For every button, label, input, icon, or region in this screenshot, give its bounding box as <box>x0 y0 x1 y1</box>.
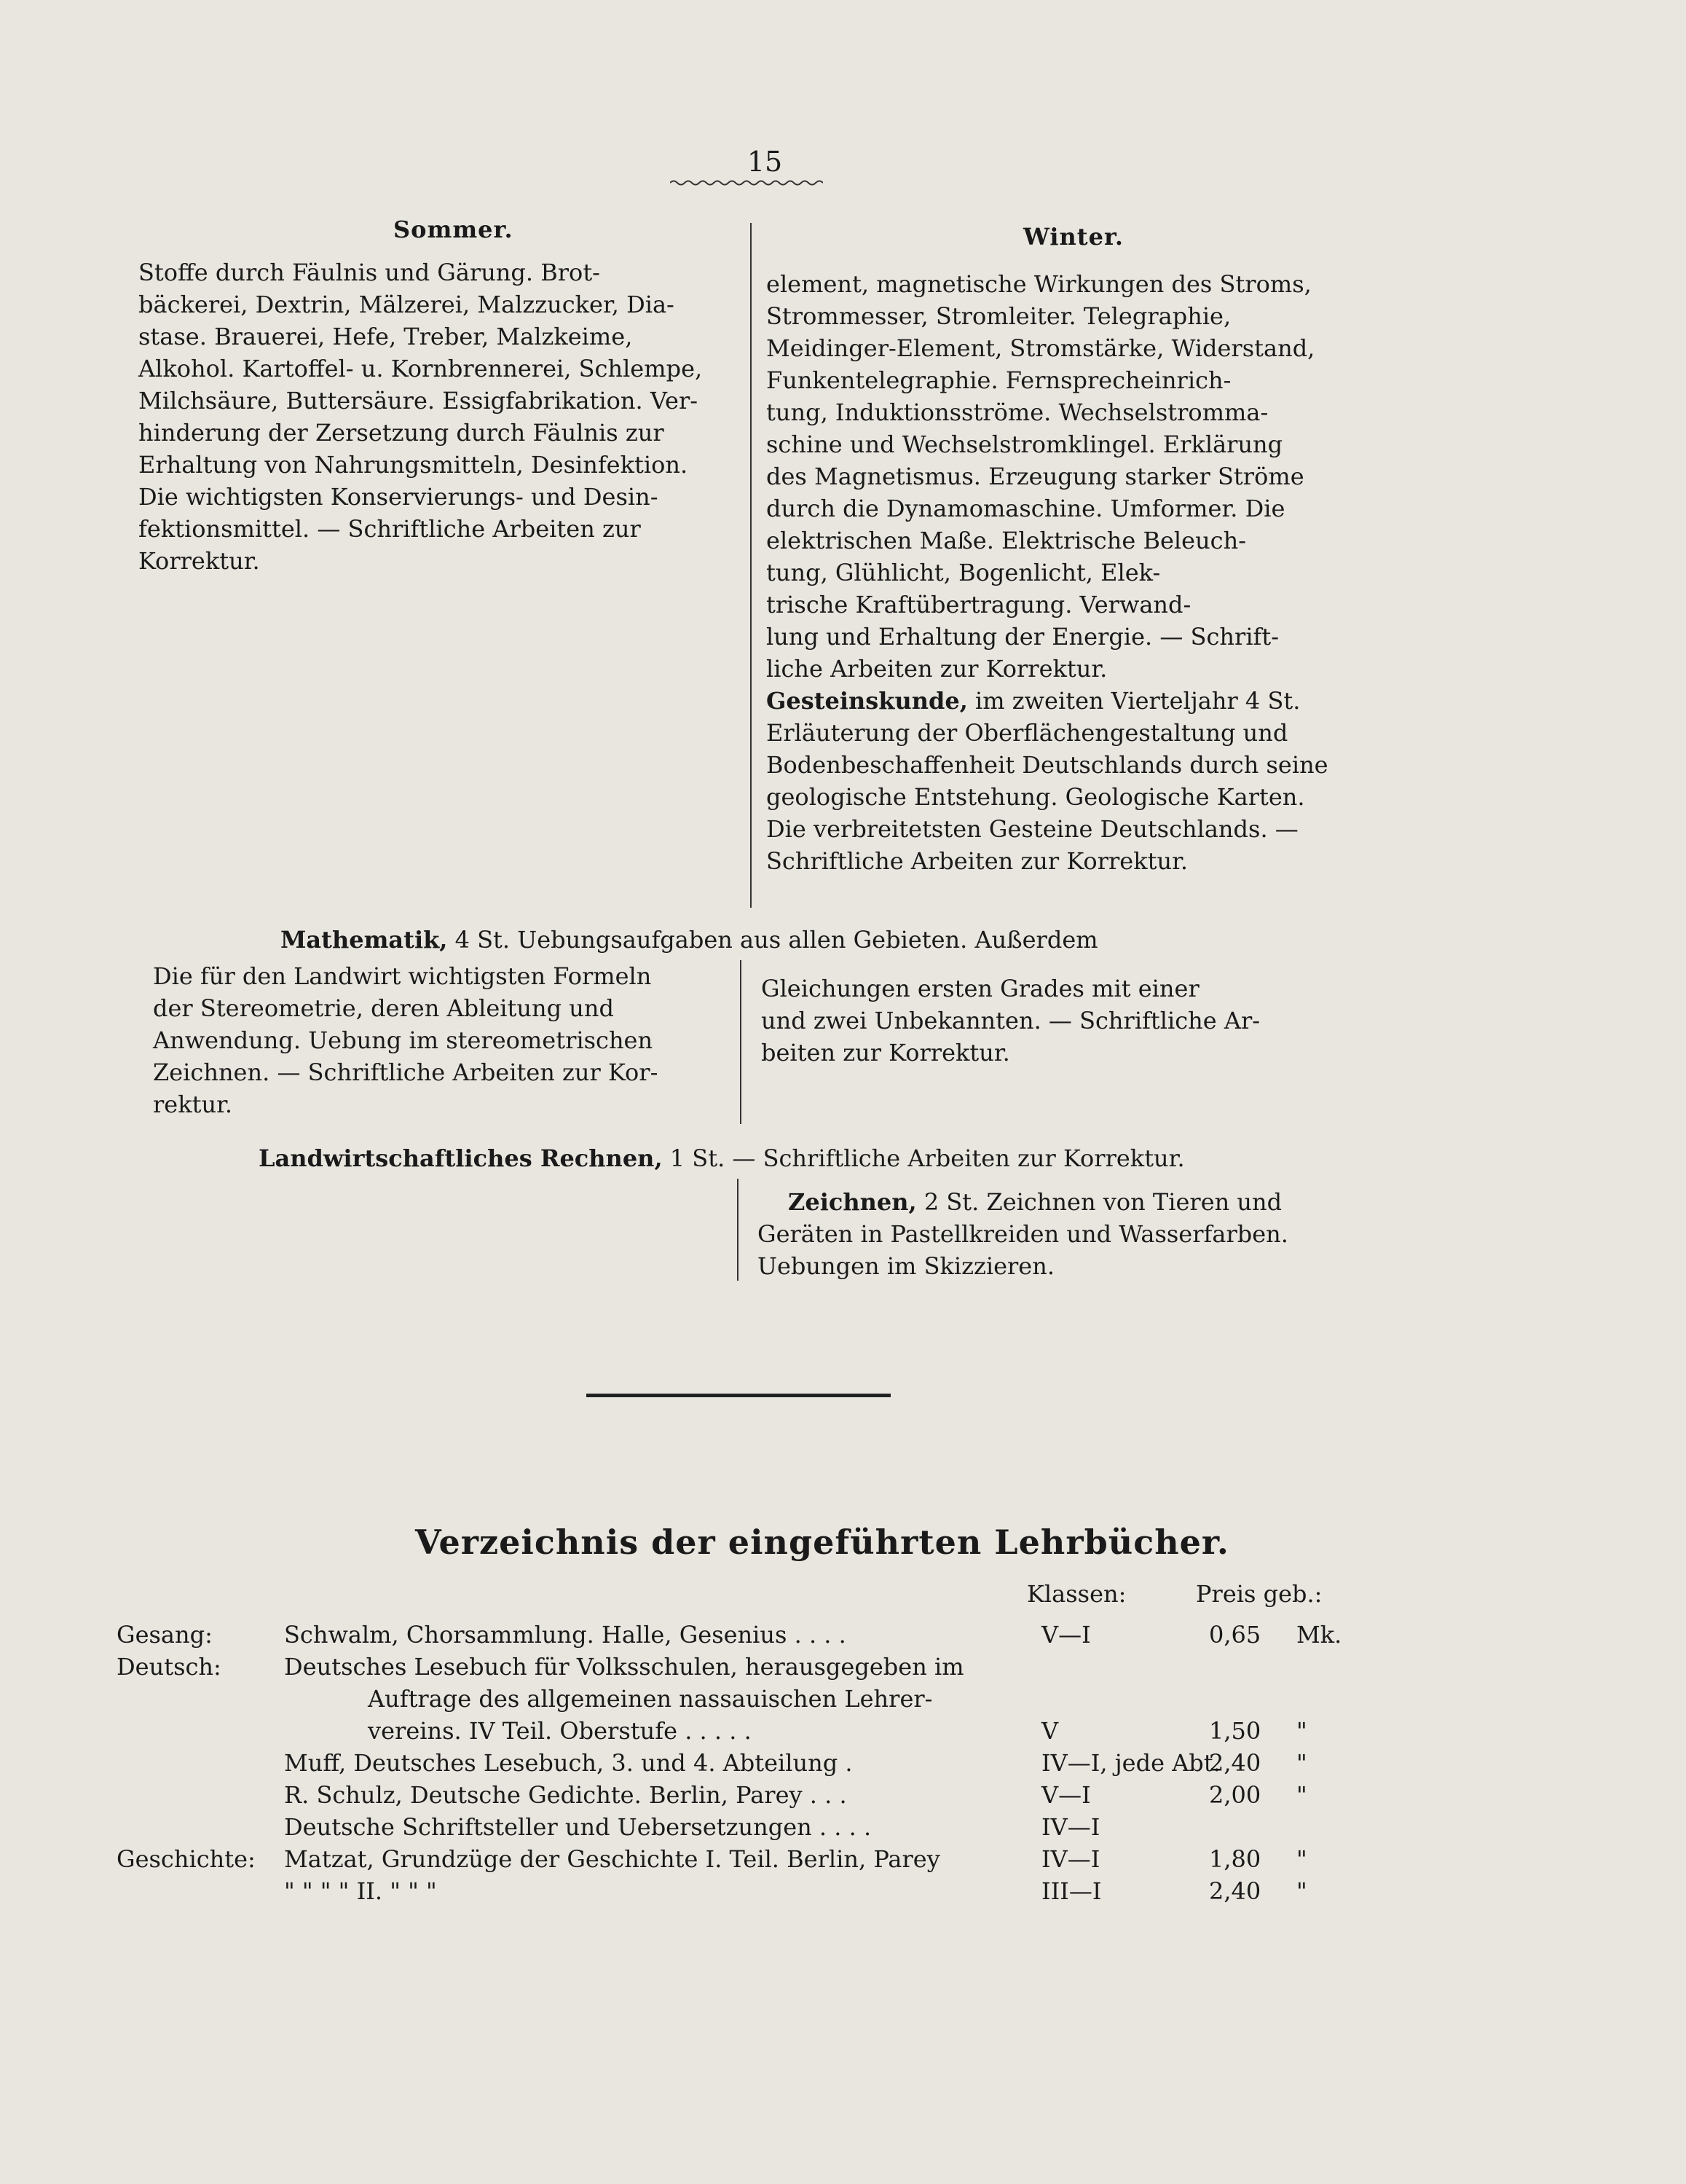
column-divider-math <box>740 960 741 1124</box>
text-line: und zwei Unbekannten. — Schriftliche Ar- <box>761 1007 1261 1034</box>
text-line: tung, Glühlicht, Bogenlicht, Elek- <box>766 559 1161 586</box>
text-line: trische Kraftübertragung. Verwand- <box>766 591 1191 618</box>
book-subject: Deutsch: <box>117 1653 221 1681</box>
book-row <box>0 1747 1686 1779</box>
text-line: fektionsmittel. — Schriftliche Arbeiten zur <box>138 515 641 543</box>
books-title: Verzeichnis der eingeführten Lehrbücher. <box>415 1523 1229 1562</box>
book-title: R. Schulz, Deutsche Gedichte. Berlin, Parey . . . <box>284 1781 847 1809</box>
book-title: " " " " II. " " " <box>284 1877 437 1905</box>
text-line: hinderung der Zersetzung durch Fäulnis zur <box>138 419 664 447</box>
book-row <box>0 1651 1686 1683</box>
book-klassen: IV—I <box>1041 1813 1100 1841</box>
gesteinskunde-heading: Gesteinskunde, <box>766 687 968 715</box>
text-line: element, magnetische Wirkungen des Stroms, <box>766 270 1312 298</box>
summer-text <box>138 256 728 577</box>
gesteinskunde-first-line <box>766 685 1363 717</box>
book-row <box>0 1779 1686 1811</box>
section-divider <box>586 1394 891 1397</box>
book-row <box>0 1683 1686 1715</box>
mathematik-heading: Mathematik, <box>280 926 448 954</box>
text-line: lung und Erhaltung der Energie. — Schrift- <box>766 623 1280 651</box>
book-row <box>0 1715 1686 1747</box>
book-title: Muff, Deutsches Lesebuch, 3. und 4. Abteilung . <box>284 1749 853 1777</box>
text-line: der Stereometrie, deren Ableitung und <box>153 994 614 1022</box>
page-number-ornament <box>670 178 823 188</box>
book-klassen: IV—I, jede Abt. <box>1041 1749 1221 1777</box>
text-line: Erhaltung von Nahrungsmitteln, Desinfektion. <box>138 451 688 479</box>
book-row <box>0 1875 1686 1907</box>
text-fragment: im zweiten Vierteljahr 4 St. <box>967 687 1301 715</box>
mathematik-line <box>280 924 1098 956</box>
book-preis: 2,40 <box>1209 1877 1261 1905</box>
book-title: Matzat, Grundzüge der Geschichte I. Teil. Berlin, Parey <box>284 1845 940 1873</box>
mathematik-left <box>153 960 728 1120</box>
book-title: Auftrage des allgemeinen nassauischen Lehrer- <box>368 1685 933 1713</box>
rechnen-line <box>259 1142 1185 1174</box>
book-subject: Geschichte: <box>117 1845 256 1873</box>
book-klassen: V <box>1041 1717 1059 1745</box>
text-line: Strommesser, Stromleiter. Telegraphie, <box>766 302 1232 330</box>
book-unit: " <box>1296 1717 1307 1745</box>
book-preis: 1,50 <box>1209 1717 1261 1745</box>
text-line: schine und Wechselstromklingel. Erklärung <box>766 431 1283 458</box>
column-divider-top <box>750 223 752 908</box>
book-unit: " <box>1296 1877 1307 1905</box>
text-line: Die verbreitetsten Gesteine Deutschlands. — <box>766 815 1299 843</box>
text-line: Zeichnen. — Schriftliche Arbeiten zur Kor- <box>153 1058 658 1086</box>
text-line: Geräten in Pastellkreiden und Wasserfarben. <box>757 1220 1288 1248</box>
text-line: durch die Dynamomaschine. Umformer. Die <box>766 495 1285 522</box>
book-klassen: IV—I <box>1041 1845 1100 1873</box>
book-title: Deutsche Schriftsteller und Uebersetzungen . . . . <box>284 1813 872 1841</box>
klassen-header: Klassen: <box>1027 1580 1127 1608</box>
book-unit: " <box>1296 1781 1307 1809</box>
text-line: Die für den Landwirt wichtigsten Formeln <box>153 962 652 990</box>
text-line: Funkentelegraphie. Fernsprecheinrich- <box>766 366 1232 394</box>
page-number: 15 <box>747 146 783 178</box>
book-klassen: III—I <box>1041 1877 1102 1905</box>
book-title: vereins. IV Teil. Oberstufe . . . . . <box>368 1717 752 1745</box>
text-line: Alkohol. Kartoffel- u. Kornbrennerei, Schlempe, <box>138 355 703 382</box>
book-subject: Gesang: <box>117 1621 213 1649</box>
column-divider-zeichnen <box>737 1179 738 1281</box>
zeichnen-block <box>757 1186 1369 1282</box>
rechnen-heading: Landwirtschaftliches Rechnen, <box>259 1144 663 1172</box>
text-line: Meidinger-Element, Stromstärke, Widerstand, <box>766 334 1315 362</box>
text-line: Erläuterung der Oberflächengestaltung und <box>766 719 1288 747</box>
text-line: Gleichungen ersten Grades mit einer <box>761 975 1199 1002</box>
book-preis: 1,80 <box>1209 1845 1261 1873</box>
text-fragment: 4 St. Uebungsaufgaben aus allen Gebieten. Außerdem <box>447 926 1098 954</box>
text-line: bäckerei, Dextrin, Mälzerei, Malzzucker, Dia- <box>138 291 674 318</box>
text-line: Die wichtigsten Konservierungs- und Desin- <box>138 483 658 511</box>
text-line: Bodenbeschaffenheit Deutschlands durch seine <box>766 751 1328 779</box>
text-line: liche Arbeiten zur Korrektur. <box>766 655 1108 683</box>
zeichnen-first-line <box>757 1186 1369 1218</box>
book-unit: " <box>1296 1749 1307 1777</box>
book-preis: 2,40 <box>1209 1749 1261 1777</box>
book-title: Deutsches Lesebuch für Volksschulen, herausgegeben im <box>284 1653 964 1681</box>
book-title: Schwalm, Chorsammlung. Halle, Gesenius . . . . <box>284 1621 846 1649</box>
text-fragment: 2 St. Zeichnen von Tieren und <box>916 1188 1283 1216</box>
text-line: Uebungen im Skizzieren. <box>757 1252 1055 1280</box>
text-line: Milchsäure, Buttersäure. Essigfabrikation. Ver- <box>138 387 698 415</box>
text-line: beiten zur Korrektur. <box>761 1039 1010 1067</box>
book-preis: 2,00 <box>1209 1781 1261 1809</box>
winter-text <box>766 268 1363 877</box>
text-line: stase. Brauerei, Hefe, Treber, Malzkeime, <box>138 323 633 350</box>
book-row <box>0 1619 1686 1651</box>
text-line: geologische Entstehung. Geologische Karten. <box>766 783 1305 811</box>
book-klassen: V—I <box>1041 1621 1091 1649</box>
book-preis: 0,65 <box>1209 1621 1261 1649</box>
text-line: elektrischen Maße. Elektrische Beleuch- <box>766 527 1247 554</box>
book-row <box>0 1843 1686 1875</box>
winter-heading: Winter. <box>1023 223 1124 251</box>
summer-heading: Sommer. <box>393 216 513 243</box>
text-fragment: 1 St. — Schriftliche Arbeiten zur Korrektur. <box>662 1144 1185 1172</box>
text-line: rektur. <box>153 1091 233 1118</box>
book-unit: Mk. <box>1296 1621 1342 1649</box>
zeichnen-heading: Zeichnen, <box>788 1188 917 1216</box>
book-unit: " <box>1296 1845 1307 1873</box>
book-klassen: V—I <box>1041 1781 1091 1809</box>
preis-header: Preis geb.: <box>1196 1580 1323 1608</box>
text-line: Anwendung. Uebung im stereometrischen <box>153 1026 653 1054</box>
text-line: Schriftliche Arbeiten zur Korrektur. <box>766 847 1189 875</box>
text-line: Korrektur. <box>138 547 260 575</box>
text-line: Stoffe durch Fäulnis und Gärung. Brot- <box>138 259 600 286</box>
book-row <box>0 1811 1686 1843</box>
text-line: tung, Induktionsströme. Wechselstromma- <box>766 398 1269 426</box>
mathematik-right <box>761 973 1358 1069</box>
text-line: des Magnetismus. Erzeugung starker Ströme <box>766 463 1304 490</box>
